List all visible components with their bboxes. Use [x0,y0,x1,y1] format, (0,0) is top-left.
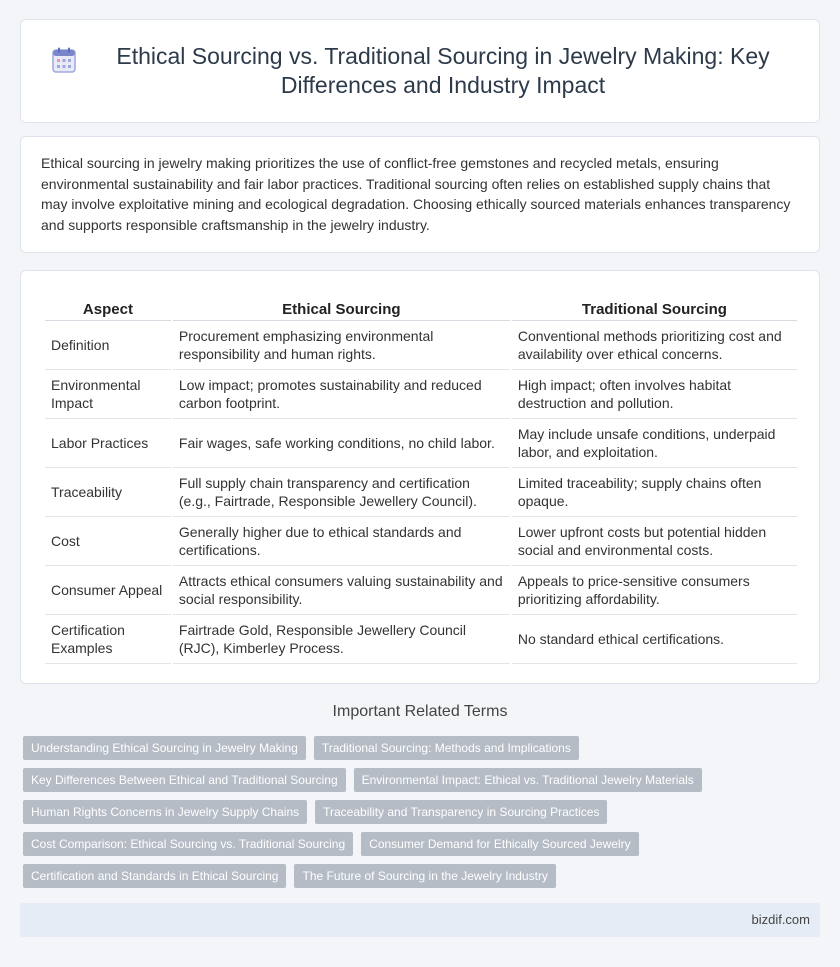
related-terms-list [23,736,813,896]
footer [20,903,820,937]
ethical-cell: Attracts ethical consumers valuing sustainability and social responsibility. [173,566,510,615]
related-term-link[interactable]: Environmental Impact: Ethical vs. Traditional Jewelry Materials [354,768,702,792]
table-row [45,566,797,615]
ethical-cell: Low impact; promotes sustainability and reduced carbon footprint. [173,370,510,419]
page-title: Ethical Sourcing vs. Traditional Sourcing in Jewelry Making: Key Differences and Industry Impact [116,43,770,98]
table-row [45,321,797,370]
aspect-cell: Environmental Impact [45,370,171,419]
header-ethical-sourcing: Ethical Sourcing [173,295,510,321]
ethical-cell: Fairtrade Gold, Responsible Jewellery Council (RJC), Kimberley Process. [173,615,510,664]
traditional-cell: May include unsafe conditions, underpaid labor, and exploitation. [512,419,797,468]
related-term-link[interactable]: Key Differences Between Ethical and Traditional Sourcing [23,768,346,792]
aspect-cell: Labor Practices [45,419,171,468]
header-aspect: Aspect [45,295,171,321]
table-row [45,517,797,566]
comparison-table [43,295,799,664]
table-row [45,370,797,419]
ethical-cell: Generally higher due to ethical standards and certifications. [173,517,510,566]
table-row [45,468,797,517]
traditional-cell: Limited traceability; supply chains often opaque. [512,468,797,517]
aspect-cell: Definition [45,321,171,370]
table-row [45,419,797,468]
aspect-cell: Consumer Appeal [45,566,171,615]
aspect-cell: Certification Examples [45,615,171,664]
comparison-table-card [20,270,820,684]
aspect-cell: Cost [45,517,171,566]
traditional-cell: No standard ethical certifications. [512,615,797,664]
related-term-link[interactable]: Understanding Ethical Sourcing in Jewelry Making [23,736,306,760]
table-header-row [45,295,797,321]
related-terms-heading: Important Related Terms [332,703,508,720]
traditional-cell: Conventional methods prioritizing cost and availability over ethical concerns. [512,321,797,370]
traditional-cell: Appeals to price-sensitive consumers prioritizing affordability. [512,566,797,615]
related-term-link[interactable]: Traceability and Transparency in Sourcing Practices [315,800,607,824]
table-row [45,615,797,664]
header-card [20,19,820,123]
related-term-link[interactable]: Consumer Demand for Ethically Sourced Jewelry [361,832,638,856]
traditional-cell: Lower upfront costs but potential hidden social and environmental costs. [512,517,797,566]
ethical-cell: Procurement emphasizing environmental responsibility and human rights. [173,321,510,370]
related-term-link[interactable]: Traditional Sourcing: Methods and Implications [314,736,579,760]
header-traditional-sourcing: Traditional Sourcing [512,295,797,321]
related-term-link[interactable]: Cost Comparison: Ethical Sourcing vs. Traditional Sourcing [23,832,353,856]
intro-card [20,136,820,253]
related-term-link[interactable]: Certification and Standards in Ethical Sourcing [23,864,286,888]
related-term-link[interactable]: Human Rights Concerns in Jewelry Supply Chains [23,800,307,824]
traditional-cell: High impact; often involves habitat destruction and pollution. [512,370,797,419]
intro-text: Ethical sourcing in jewelry making prioritizes the use of conflict-free gemstones and recycled metals, ensuring environmental sustainability and fair labor practices. Traditional sourcing often relies on established supply chains that may involve exploitative mining and ecological degradation. Choosing ethically sourced materials enhances transparency and supports responsible craftsmanship in the jewelry industry. [41,155,791,233]
aspect-cell: Traceability [45,468,171,517]
ethical-cell: Fair wages, safe working conditions, no child labor. [173,419,510,468]
footer-brand[interactable]: bizdif.com [751,912,810,927]
calendar-icon [52,47,76,73]
related-term-link[interactable]: The Future of Sourcing in the Jewelry Industry [294,864,555,888]
ethical-cell: Full supply chain transparency and certification (e.g., Fairtrade, Responsible Jewellery Council). [173,468,510,517]
